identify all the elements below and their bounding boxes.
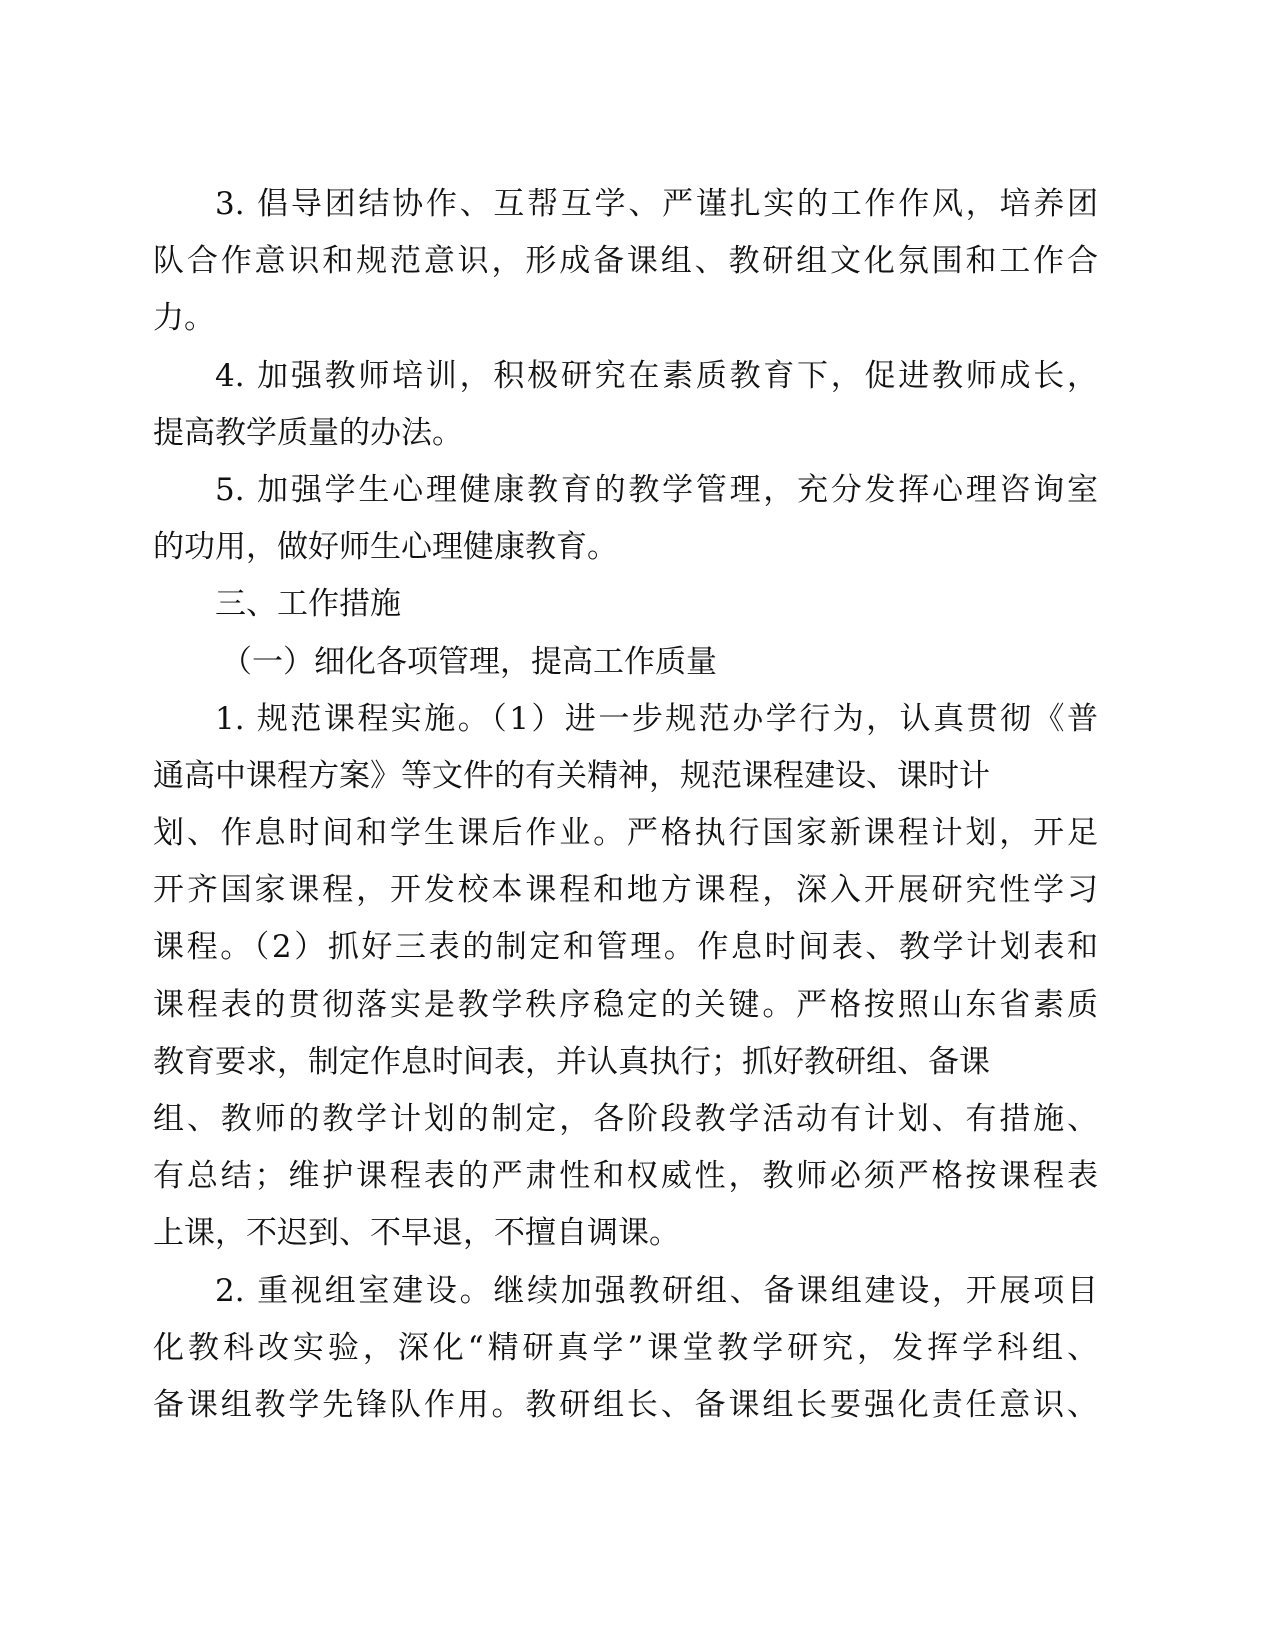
paragraph-line: 1. 规范课程实施。（1）进一步规范办学行为，认真贯彻《普	[215, 700, 1098, 737]
paragraph-line: 备课组教学先锋队作用。教研组长、备课组长要强化责任意识、	[153, 1386, 1098, 1423]
paragraph-line: 开齐国家课程，开发校本课程和地方课程，深入开展研究性学习	[153, 872, 1098, 909]
paragraph-line: 队合作意识和规范意识，形成备课组、教研组文化氛围和工作合	[153, 243, 1098, 280]
paragraph-line: 划、作息时间和学生课后作业。严格执行国家新课程计划，开足	[153, 815, 1098, 852]
paragraph-line: 教育要求，制定作息时间表，并认真执行；抓好教研组、备课	[153, 1043, 990, 1080]
paragraph-line: 通高中课程方案》等文件的有关精神，规范课程建设、课时计	[153, 757, 990, 794]
paragraph-item-4	[153, 348, 1098, 462]
subsection-heading	[153, 634, 1098, 691]
section-heading	[153, 576, 1098, 633]
paragraph-line: 5. 加强学生心理健康教育的教学管理，充分发挥心理咨询室	[215, 471, 1098, 508]
paragraph-line: 3. 倡导团结协作、互帮互学、严谨扎实的工作作风，培养团	[215, 186, 1098, 222]
paragraph-line: 课程。（2）抓好三表的制定和管理。作息时间表、教学计划表和	[153, 929, 1098, 966]
paragraph-item-3	[153, 176, 1098, 348]
paragraph-line: 化教科改实验，深化“精研真学”课堂教学研究，发挥学科组、	[153, 1329, 1098, 1366]
paragraph-line: 的功用，做好师生心理健康教育。	[153, 529, 618, 566]
paragraph-line: 提高教学质量的办法。	[153, 414, 463, 451]
measure-item-2	[153, 1263, 1098, 1435]
paragraph-line: 课程表的贯彻落实是教学秩序稳定的关键。严格按照山东省素质	[153, 986, 1098, 1023]
subsection-heading-text: （一）细化各项管理，提高工作质量	[221, 643, 717, 680]
paragraph-item-5	[153, 462, 1098, 576]
paragraph-line: 4. 加强教师培训，积极研究在素质教育下，促进教师成长，	[215, 357, 1098, 394]
paragraph-line: 力。	[153, 300, 215, 337]
paragraph-line: 组、教师的教学计划的制定，各阶段教学活动有计划、有措施、	[153, 1101, 1098, 1137]
paragraph-line: 上课，不迟到、不早退，不擅自调课。	[153, 1215, 680, 1252]
paragraph-line: 有总结；维护课程表的严肃性和权威性，教师必须严格按课程表	[153, 1158, 1098, 1195]
document-body	[153, 176, 1098, 1434]
paragraph-line: 2. 重视组室建设。继续加强教研组、备课组建设，开展项目	[215, 1272, 1098, 1309]
section-heading-text: 三、工作措施	[215, 586, 401, 623]
measure-item-1	[153, 691, 1098, 1263]
